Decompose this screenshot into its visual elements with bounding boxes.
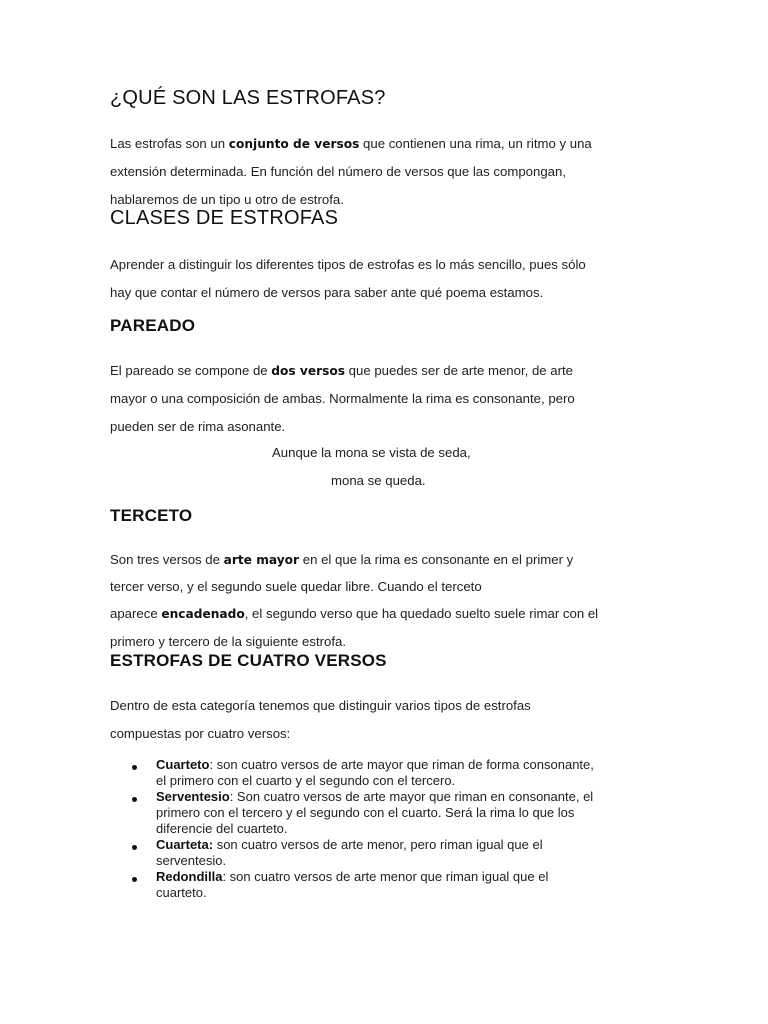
bold-term: dos versos <box>271 364 345 378</box>
list-item-cuarteta <box>156 837 543 869</box>
paragraph-line <box>110 363 573 378</box>
bullet-icon <box>132 765 137 770</box>
heading-clases: CLASES DE ESTROFAS <box>110 207 339 229</box>
bold-term: Redondilla <box>156 869 223 884</box>
paragraph-line <box>110 136 592 151</box>
paragraph-line: hablaremos de un tipo u otro de estrofa. <box>110 192 344 207</box>
paragraph-line: Aprender a distinguir los diferentes tipos de estrofas es lo más sencillo, pues sólo <box>110 257 586 272</box>
bold-term: encadenado <box>161 607 245 621</box>
verse-line: mona se queda. <box>331 473 426 488</box>
text-run: : Son cuatro versos de arte mayor que riman en consonante, el <box>229 789 594 804</box>
bullet-icon <box>132 877 137 882</box>
paragraph-line: primero y tercero de la siguiente estrofa. <box>110 634 347 649</box>
heading-que-son: ¿QUÉ SON LAS ESTROFAS? <box>110 87 386 109</box>
bold-term: arte mayor <box>223 553 300 567</box>
text-run: en el que la rima es consonante en el primer y <box>299 552 574 567</box>
text-run: Son tres versos de <box>110 552 224 567</box>
heading-pareado: PAREADO <box>110 316 196 335</box>
text-run: cuarteto. <box>156 885 207 900</box>
bold-term: conjunto de versos <box>228 137 360 151</box>
paragraph-line: compuestas por cuatro versos: <box>110 726 291 741</box>
list-item-serventesio <box>156 789 593 837</box>
text-run: que puedes ser de arte menor, de arte <box>345 363 573 378</box>
text-run: El pareado se compone de <box>110 363 272 378</box>
text-run: : son cuatro versos de arte mayor que riman de forma consonante, <box>209 757 594 772</box>
paragraph-line: extensión determinada. En función del número de versos que las compongan, <box>110 164 566 179</box>
bullet-icon <box>132 797 137 802</box>
paragraph-line <box>110 552 573 567</box>
bold-term: Cuarteta: <box>156 837 214 852</box>
bold-term: Cuarteto <box>156 757 210 772</box>
heading-cuatro-versos: ESTROFAS DE CUATRO VERSOS <box>110 651 387 670</box>
paragraph-line: mayor o una composición de ambas. Normalmente la rima es consonante, pero <box>110 391 575 406</box>
paragraph-line: tercer verso, y el segundo suele quedar libre. Cuando el terceto <box>110 579 482 594</box>
text-run: Las estrofas son un <box>110 136 229 151</box>
verse-line: Aunque la mona se vista de seda, <box>272 445 471 460</box>
text-run: primero con el tercero y el segundo con el cuarto. Será la rima lo que los <box>156 805 575 820</box>
text-run: el primero con el cuarto y el segundo con el tercero. <box>156 773 456 788</box>
text-run: , el segundo verso que ha quedado suelto suele rimar con el <box>244 606 599 621</box>
paragraph-line: hay que contar el número de versos para saber ante qué poema estamos. <box>110 285 544 300</box>
list-item-cuarteto <box>156 757 594 789</box>
paragraph-line: pueden ser de rima asonante. <box>110 419 286 434</box>
bold-term: Serventesio <box>156 789 230 804</box>
paragraph-line: Dentro de esta categoría tenemos que distinguir varios tipos de estrofas <box>110 698 531 713</box>
paragraph-line <box>110 606 598 621</box>
heading-terceto: TERCETO <box>110 506 193 525</box>
text-run: que contienen una rima, un ritmo y una <box>359 136 592 151</box>
list-item-redondilla <box>156 869 548 901</box>
bullet-icon <box>132 845 137 850</box>
text-run: serventesio. <box>156 853 227 868</box>
text-run: son cuatro versos de arte menor, pero riman igual que el <box>213 837 543 852</box>
text-run: diferencie del cuarteto. <box>156 821 288 836</box>
text-run: aparece <box>110 606 162 621</box>
text-run: : son cuatro versos de arte menor que riman igual que el <box>222 869 549 884</box>
